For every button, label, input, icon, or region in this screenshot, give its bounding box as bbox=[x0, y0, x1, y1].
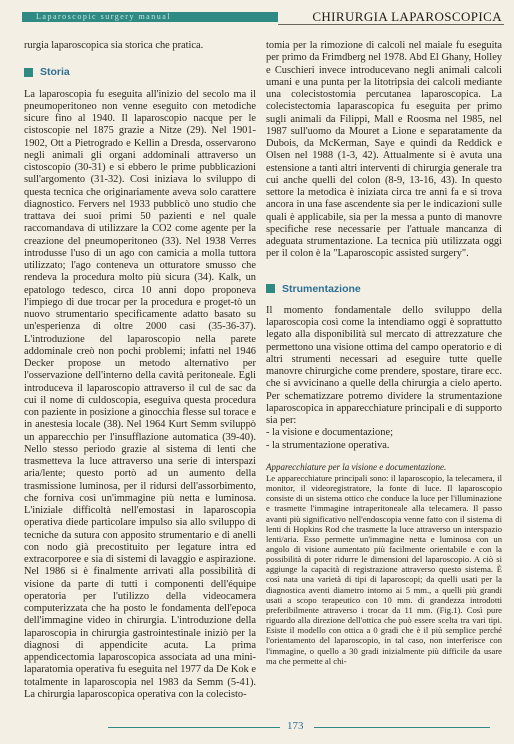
header-rule bbox=[278, 24, 504, 25]
section-heading-storia bbox=[24, 66, 256, 78]
left-column bbox=[24, 40, 256, 701]
section-title: Storia bbox=[40, 66, 70, 79]
subsection-paragraph: Le apparecchiature principali sono: il laparoscopio, la telecamera, il monitor, il videoregistratore, la fonte di luce. Il laparoscopio consiste di un sistema ottico che conduce la luce per l'illuminazione e trasmette l'immagine intraperitoneale alla telecamera. Il passo avanti più significativo nell'endoscopia venne fatto con il sistema di lenti di Hopkins Rod che trasmette la luce attraverso un interspazio lenti/aria. Esso permette un'immagine netta e luminosa con un angolo di visione aumentato più facilmente orientabile e con la possibilità di poter ridurre le dimensioni del laparoscopio. A ciò si aggiunge la capacità di registrazione attraverso questo sistema. È così nata una varietà di tipi di laparoscopi; da quelli usati per la diagnostica aventi diametro intorno ai 5 mm., a quelli più grandi usati a scopo terapeutico con 10 mm. di grandezza introdotti preferibilmente attraverso i trocar da 11 mm. (Fig.1). Così pure riguardo alla direzione dell'ottica che può essere scelta tra vari tipi. Esiste il modello con ottica a 0 gradi che è il più semplice perché l'orientamento del laparoscopio, in tal caso, non interferisce con l'immagine, o quello a 30 gradi inizialmente più difficile da usare ma che permette al chi- bbox=[266, 472, 502, 666]
running-header-title: CHIRURGIA LAPAROSCOPICA bbox=[312, 9, 502, 24]
square-bullet-icon bbox=[266, 284, 275, 293]
footer-rule-right bbox=[314, 727, 490, 728]
list-item: - la visione e documentazione; bbox=[266, 427, 393, 439]
list-item: - la strumentazione operativa. bbox=[266, 439, 390, 451]
section-title: Strumentazione bbox=[282, 282, 361, 295]
square-bullet-icon bbox=[24, 68, 33, 77]
subsection-visione bbox=[266, 462, 502, 666]
right-column bbox=[266, 40, 502, 666]
instrumentation-paragraph: Il momento fondamentale dello sviluppo della laparoscopia così come la intendiamo oggi è soprattutto legato alla disponibilità sul mercato di attrezzature che permettono una visione ottima del campo operatorio e di altri strumenti necessari ad eseguire tutte quelle manovre chirurgiche come prendere, spostare, tirare ecc. che si avvicinano a quelle della chirurgia a cielo aperto. Per schematizzare potremo dividere la strumentazione laparoscopica in apparecchiature principali e di supporto sia per: bbox=[266, 304, 502, 426]
page-number: 173 bbox=[287, 720, 304, 732]
running-header-band-text: Laparoscopic surgery manual bbox=[36, 12, 171, 21]
subsection-heading: Apparecchiature per la visione e documentazione. bbox=[266, 461, 447, 472]
running-header-band bbox=[22, 12, 278, 22]
section-heading-strumentazione bbox=[266, 283, 502, 295]
intro-line: rurgia laparoscopica sia storica che pratica. bbox=[24, 40, 204, 51]
history-paragraph: La laparoscopia fu eseguita all'inizio del secolo ma il pneumoperitoneo non venne eseguito con metodiche sicure fino al 1940. Il laparoscopio nacque per le cistoscopie nel 1875 grazie a Nitze (29). Nel 1901-1902, Ott a Pietrogrado e Kellin a Dresda, osservarono negli animali gli organi addominali attraverso un cistoscopio (30-31) e si ebbero le prime pubblicazioni sull'argomento (31-32). Così iniziava lo sviluppo di questa tecnica che originariamente aveva solo carattere diagnostico. Fervers nel 1933 pubblicò uno studio che trattava dei suoi primi 50 pazienti e nel quale raccomandava di utilizzare la CO2 come agente per la creazione del pneumoperitoneo (33). Nel 1938 Verres introdusse l'uso di un ago con camicia a molla tuttora utilizzato; l'ago conteneva un otturatore smusso che rendeva la procedura molto più sicura (34). Kalk, un epatologo tedesco, circa 10 anni dopo proponeva l'impiego di due trocar per la procedura e proget-tò un nuovo strumentario specificamente adatto basato su un'esperienza di oltre 2000 casi (35-36-37). L'introduzione del laparoscopio nella parete addominale creò non pochi problemi; infatti nel 1946 Decker propose un metodo alternativo per l'osservazione dell'interno della cavità peritoneale. Egli introduceva il laparoscopio attraverso il cul de sac da cui il nome di culdoscopia, eseguiva questa procedura con paziente in posizione a ginocchia flesse sul torace e in anestesia locale (38). Nel 1964 Kurt Semm sviluppò un apparecchio per l'insufflazione automatica (39-40). Nello stesso periodo grazie al sistema di lenti che trasmetteva la luce attraverso una serie di interspazi aria/lente; questo portò ad un aumento della trasmissione luminosa, per il ridursi dell'assorbimento, che forniva così un'immagine più netta e luminosa. L'iniziale difficoltà nell'emostasi in laparoscopia operativa diede particolare impulso sia allo sviluppo di tecniche da sutura con apposito strumentario e di anelli con nodo già precostituito per legature intra ed extracorporee e sia di sistemi di lavaggio e aspirazione. Nel 1986 si è finalmente arrivati alla possibilità di visione da parte di tutti i componenti dell'équipe operatoria per l'utilizzo della videocamera computerizzata che ha posto le fondamenta dell'epoca dell'immagine video in chirurgia. L'introduzione della laparoscopia in chirurgia gastrointestinale iniziò per la diagnosi di appendicite acuta. La prima appendicectomia laparoscopica associata ad una mini-laparatomia operativa fu eseguita nel 1977 da De Kok e totalmente in laparoscopia nel 1983 da Semm (5-41). La chirurgia laparoscopica operativa con la colecisto- bbox=[24, 88, 256, 700]
history-continuation-paragraph: tomia per la rimozione di calcoli nel maiale fu eseguita per primo da Frimdberg nel 1978. Abd El Ghany, Holley e Cuschieri invece introducevano negli animali calcoli umani e una punta per la litotripsia dei calcoli mediante una colecistostomia percutanea laparoscopica. La colecistectomia laparascopica fu eseguita per primo sugli animali da Filippi, Mall e Roosma nel 1985, nel 1987 sull'uomo da Mouret a Lione e separatamente da Dubois, da McKerman, Saye e quindi da Reddick e Olsen nel 1988 (1-3, 42). Attualmente si è avuta una estensione a tanti altri interventi di chirurgia generale tra cui anche quelli del colon (8-9, 13-16, 43). In questo settore la metodica è iniziata circa tre anni fa e si trova ancora in una fase ascendente sia per le indicazioni sulle quali è applicabile, sia per la messa a punto di manovre specifiche rese necessarie per l'attuale mancanza di adeguata strumentazione. La tecnica più utilizzata oggi per il colon è la "Laparoscopic assisted surgery". bbox=[266, 40, 502, 260]
footer-rule-left bbox=[108, 727, 280, 728]
